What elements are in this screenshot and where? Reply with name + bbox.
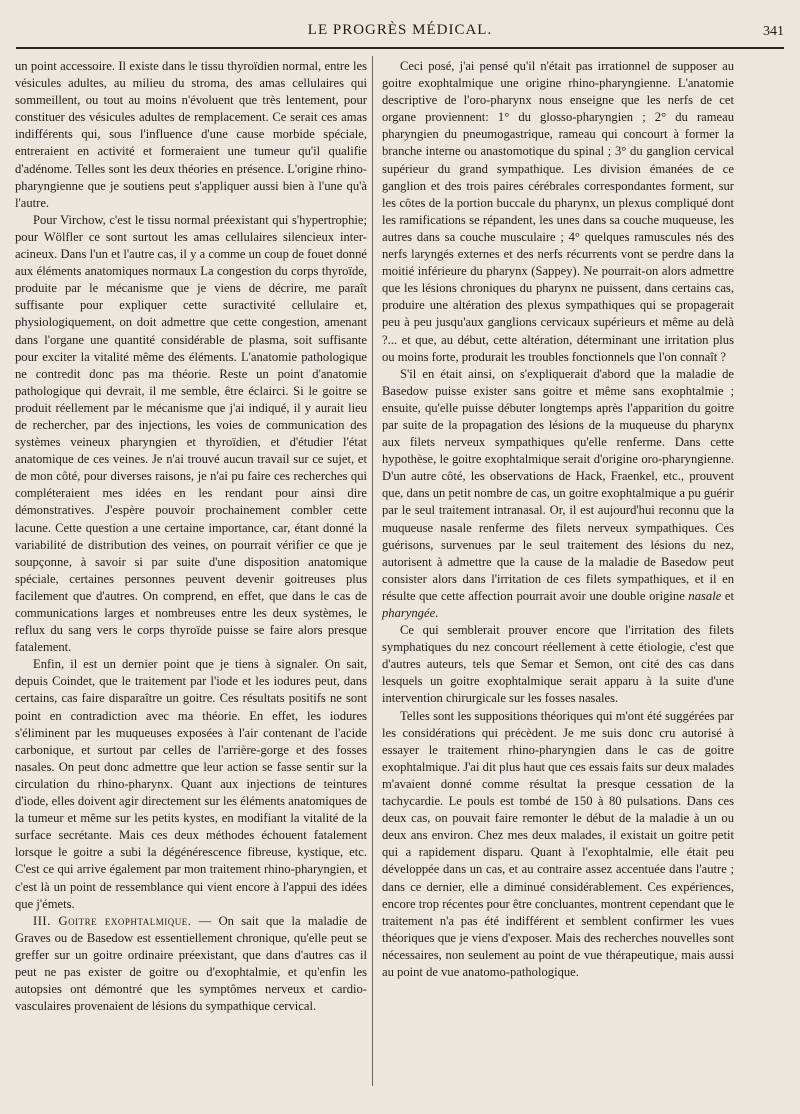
- conjunction: et: [721, 588, 734, 603]
- page-number: 341: [763, 24, 784, 39]
- right-paragraph-2-text: S'il en était ainsi, on s'expliquerait d'abord que la maladie de Basedow puisse exister sans goitre et même sans exophtalmie ; ensuite, qu'elle puisse débuter longtemps après l'apparition du goitre par suite de la propagation des lésions de la muqueuse du pharynx aux filets nerveux sympathiques qu'elle renferme. Dans cette hypothèse, le goitre exophtalmique serait d'origine oro-pharyngienne. D'un autre côté, les observations de Hack, Fraenkel, etc., prouvent que, dans un petit nombre de cas, un goitre exophtalmique a pu guérir par le seul traitement intranasal. Or, il est aujourd'hui reconnu que la muqueuse nasale renferme des filets nerveux sympathiques. Ces guérisons, survenues par le seul traitement des lésions du nez, autorisent à admettre que la cause de la maladie de Basedow peut consister alors dans l'irritation de ces filets sympathiques, et il en résulte que cette affection pourrait avoir une double origine: [382, 366, 734, 603]
- section-text: — On sait que la maladie de Graves ou de Basedow est essentiellement chronique, qu'elle peut se greffer sur un goitre ordinaire préexistant, que dans d'autres cas il peut ne pas exister de goitre ou d'exophtalmie, et qu'enfin les autopsies ont démontré que les symptômes nerveux et cardio-vasculaires provenaient de lésions du sympathique cervical.: [15, 913, 367, 1014]
- left-paragraph-4: [15, 913, 367, 1016]
- section-heading: III. Goitre exophtalmique.: [33, 913, 192, 928]
- right-paragraph-3: Ce qui semblerait prouver encore que l'irritation des filets symphatiques du nez concourt réellement à cette étiologie, c'est que d'autres auteurs, tels que Semar et Semon, ont cité des cas dans lesquels un goitre exophtalmique serait apparu à la suite d'une intervention chirurgicale sur les fosses nasales.: [382, 623, 734, 706]
- right-column: [382, 58, 734, 981]
- right-paragraph-2: [382, 366, 734, 622]
- page-header: [16, 22, 784, 46]
- left-column: [15, 58, 367, 1015]
- emphasis-nasale: nasale: [688, 588, 722, 603]
- left-paragraph-2: Pour Virchow, c'est le tissu normal préexistant qui s'hypertrophie; pour Wölfler ce sont surtout les amas cellulaires silencieux inter-acineux. Dans l'un et l'autre cas, il y a comme un coup de fouet donné aux éléments anatomiques normaux La congestion du corps thyroïde, produite par le mécanisme que je viens de décrire, me paraît suffisante pour expliquer cette suractivité cellulaire et, physiologiquement, on doit admettre que cette congestion, amenant dans l'organe une quantité considérable de plasma, soit suffisante pour exciter la vitalité même des éléments. L'anatomie pathologique ne contredit donc pas ma théorie. Reste un point d'anatomie pathologique qui devrait, il me semble, être éclairci. Si le goitre se produit réellement par le mécanisme que j'ai indiqué, il y aurait lieu de rechercher, par des injections, les voies de communication des systèmes veineux pharyngien et thyroïdien, et d'étudier l'état anatomique de ces veines. Je n'ai trouvé aucun travail sur ce sujet, et de mon côté, pour diverses raisons, je n'ai pu faire ces recherches qui compléteraient mes idées en les rendant pour ainsi dire démonstratives. J'espère pouvoir prochainement combler cette lacune. Cette question a une certaine importance, car, étant donné la variabilité de distribution des veines, on pourrait vérifier ce que je soupçonne, à savoir si par suite d'une disposition anatomique spéciale, certaines personnes peuvent devenir goitreuses plus facilement que d'autres. On comprend, en effet, que dans le cas de communications larges et nombreuses entre les deux systèmes, le reflux du sang vers le corps thyroïde puisse se faire alors presque fatalement.: [15, 212, 367, 655]
- emphasis-pharyngee: pharyngée: [382, 606, 436, 620]
- left-paragraph-3: Enfin, il est un dernier point que je tiens à signaler. On sait, depuis Coindet, que le traitement par l'iode et les iodures peut, dans certains, cas faire disparaître un goitre. Ces résultats positifs ne sont point en contradiction avec ma théorie. En effet, les iodures s'éliminent par les muqueuses exposées à l'air contenant de l'acide carbonique, et surtout par celles de l'arrière-gorge et des fosses nasales. On peut donc admettre que leur action se fasse sentir sur la circulation du rhino-pharynx. Quant aux injections de teintures d'iode, elles doivent agir directement sur les éléments anatomiques de la tumeur et même sur les petits kystes, en modifiant la vitalité de la surface secrétante. Mais ces deux méthodes échouent fatalement lorsque le goitre a subi la dégénérescence fibreuse, kystique, etc. C'est ce qui arrive également par mon traitement rhino-pharyngien, et c'est là un point de ressemblance qui vient encore à l'appui des idées que j'émets.: [15, 657, 367, 911]
- period: .: [435, 606, 439, 620]
- running-title: LE PROGRÈS MÉDICAL.: [307, 22, 493, 38]
- header-rule: [16, 47, 784, 49]
- column-divider: [372, 56, 373, 1086]
- right-paragraph-1: Ceci posé, j'ai pensé qu'il n'était pas irrationnel de supposer au goitre exophtalmique une origine rhino-pharyngienne. L'anatomie descriptive de l'oro-pharynx nous enseigne que les nerfs de cet organe proviennent: 1° du glosso-pharyngien ; 2° du rameau pharyngien du pneumogastrique, rameau qui concourt à former la branche interne ou anastomotique du spinal ; 3° du ganglion cervical supérieur du grand sympathique. Les division émanées de ce ganglion et des trois paires cérébrales correspondantes forment, sur les côtes de la portion buccale du pharynx, un plexus compliqué dont les ramifications se répandent, les unes dans sa couche muqueuse, les autres dans sa couche musculaire ; 4° quelques ramuscules nés des nerfs laryngés externes et des nerfs récurrents vont se perdre dans la moitié inférieure du pharynx (Sappey). Ne pourrait-on alors admettre que les lésions chroniques du pharynx ne puissent, dans certains cas, produire une altération des plexus sympathiques qui se propagerait peu à peu jusqu'aux ganglions cervicaux supérieurs et même au delà ?... et que, au début, cette altération, déterminant une irritation plus ou moins forte, produrait les troubles fonctionnels que l'on connaît ?: [382, 59, 734, 364]
- right-paragraph-4: Telles sont les suppositions théoriques qui m'ont été suggérées par les considérations qui précèdent. Je me suis donc cru autorisé à essayer le traitement rhino-pharyngien dans le cas de goitre exophtalmique. J'ai dit plus haut que ces essais faits sur deux malades m'avaient donné comme résultat la presque cessation de la tachycardie. Le pouls est tombé de 150 à 80 pulsations. Dans ces deux cas, on pouvait faire remonter le début de la maladie à un ou deux ans environ. Chez mes deux malades, il existait un goitre petit qui a rapidement disparu. Quant à l'exophtalmie, elle était peu développée dans un cas, et au contraire assez accentuée dans l'autre ; dans ce dernier, elle a diminué considérablement. Ces expériences, encore trop récentes pour être concluantes, montrent cependant que le traitement n'a pas été indifférent et semblent confirmer les vues théoriques que je viens d'exposer. Mais des recherches nouvelles sont nécessaires, non seulement au point de vue thérapeutique, mais aussi au point de vue anatomo-pathologique.: [382, 708, 734, 979]
- left-paragraph-1: un point accessoire. Il existe dans le tissu thyroïdien normal, entre les vésicules adultes, au milieu du stroma, des amas cellulaires qui sommeillent, ou tout au moins n'évoluent que très lentement, pour constituer des vésicules adultes de remplacement. Ce serait ces amas indifférents qui, sous l'influence d'une cause morbide spéciale, entreraient en activité et formeraient une tumeur qu'il qualifie d'adénome. Telles sont les deux théories en présence. L'origine rhino-pharyngienne que je soutiens peut s'appliquer aussi bien à l'une qu'à l'autre.: [15, 59, 367, 210]
